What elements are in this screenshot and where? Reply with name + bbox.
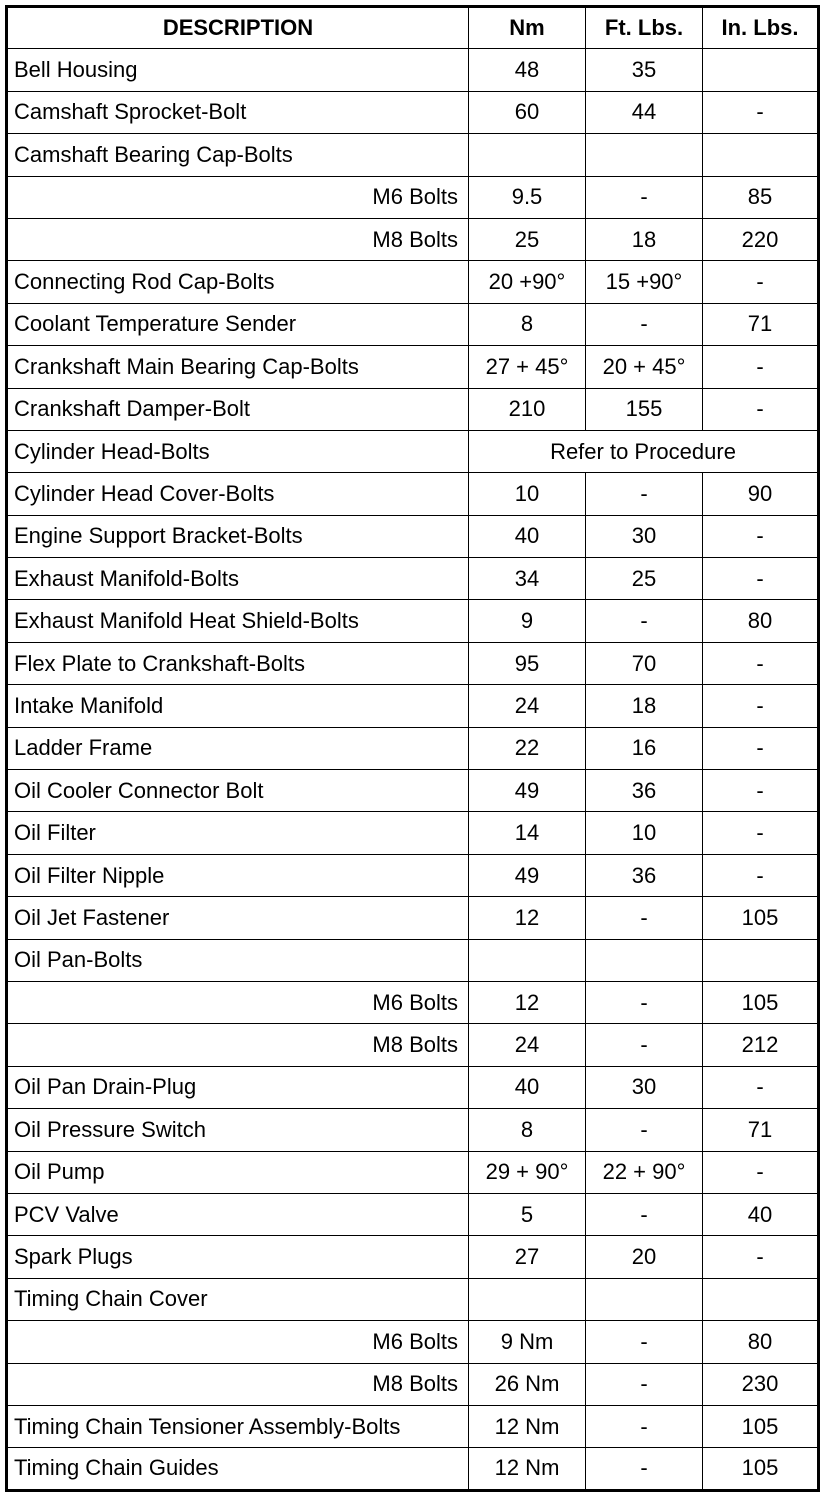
nm-cell: 20 +90° (469, 261, 586, 303)
ft-lbs-cell: 70 (586, 642, 703, 684)
table-row (7, 218, 819, 260)
ft-lbs-cell: 155 (586, 388, 703, 430)
in-lbs-cell: - (703, 515, 819, 557)
nm-cell: 34 (469, 558, 586, 600)
ft-lbs-cell: 20 + 45° (586, 346, 703, 388)
table-row (7, 1151, 819, 1193)
description-cell: M8 Bolts (7, 1363, 469, 1405)
table-row (7, 473, 819, 515)
torque-specification-table (5, 5, 820, 1492)
table-row (7, 600, 819, 642)
nm-cell: 14 (469, 812, 586, 854)
nm-cell: 49 (469, 770, 586, 812)
in-lbs-cell: 71 (703, 303, 819, 345)
in-lbs-cell: - (703, 854, 819, 896)
nm-cell: 27 + 45° (469, 346, 586, 388)
in-lbs-cell: - (703, 770, 819, 812)
nm-cell: 9 Nm (469, 1321, 586, 1363)
table-row (7, 134, 819, 176)
nm-cell (469, 134, 586, 176)
description-cell: Timing Chain Guides (7, 1448, 469, 1490)
in-lbs-cell: - (703, 558, 819, 600)
table-row (7, 812, 819, 854)
ft-lbs-cell: - (586, 176, 703, 218)
in-lbs-cell: - (703, 1236, 819, 1278)
table-row (7, 1066, 819, 1108)
table-row (7, 1278, 819, 1320)
in-lbs-cell: - (703, 261, 819, 303)
in-lbs-cell: - (703, 91, 819, 133)
in-lbs-cell (703, 134, 819, 176)
ft-lbs-cell: 25 (586, 558, 703, 600)
table-row (7, 303, 819, 345)
description-cell: Crankshaft Main Bearing Cap-Bolts (7, 346, 469, 388)
description-cell: Coolant Temperature Sender (7, 303, 469, 345)
procedure-note-cell: Refer to Procedure (469, 430, 819, 472)
table-row (7, 1236, 819, 1278)
ft-lbs-cell: 15 +90° (586, 261, 703, 303)
table-row (7, 346, 819, 388)
description-cell: Engine Support Bracket-Bolts (7, 515, 469, 557)
ft-lbs-cell (586, 1278, 703, 1320)
description-cell: Crankshaft Damper-Bolt (7, 388, 469, 430)
in-lbs-cell: 212 (703, 1024, 819, 1066)
in-lbs-cell: 80 (703, 600, 819, 642)
ft-lbs-cell: - (586, 1321, 703, 1363)
in-lbs-cell: - (703, 812, 819, 854)
ft-lbs-cell: 30 (586, 515, 703, 557)
description-cell: Bell Housing (7, 49, 469, 91)
in-lbs-cell: - (703, 1151, 819, 1193)
description-cell: M8 Bolts (7, 1024, 469, 1066)
description-cell: M6 Bolts (7, 1321, 469, 1363)
ft-lbs-cell: - (586, 1109, 703, 1151)
table-row (7, 685, 819, 727)
nm-cell: 25 (469, 218, 586, 260)
nm-cell: 10 (469, 473, 586, 515)
table-row (7, 1363, 819, 1405)
nm-cell: 22 (469, 727, 586, 769)
nm-cell: 9.5 (469, 176, 586, 218)
nm-cell: 26 Nm (469, 1363, 586, 1405)
description-cell: Oil Filter Nipple (7, 854, 469, 896)
table-row (7, 176, 819, 218)
header-in-lbs: In. Lbs. (703, 7, 819, 49)
table-row (7, 49, 819, 91)
ft-lbs-cell: - (586, 600, 703, 642)
nm-cell: 8 (469, 1109, 586, 1151)
table-row (7, 558, 819, 600)
nm-cell: 48 (469, 49, 586, 91)
table-body (7, 49, 819, 1490)
nm-cell: 8 (469, 303, 586, 345)
nm-cell: 9 (469, 600, 586, 642)
description-cell: Exhaust Manifold-Bolts (7, 558, 469, 600)
ft-lbs-cell: 20 (586, 1236, 703, 1278)
in-lbs-cell: - (703, 685, 819, 727)
nm-cell: 5 (469, 1193, 586, 1235)
table-row (7, 939, 819, 981)
ft-lbs-cell: 16 (586, 727, 703, 769)
table-row (7, 642, 819, 684)
ft-lbs-cell: - (586, 1448, 703, 1490)
nm-cell: 49 (469, 854, 586, 896)
table-row (7, 1109, 819, 1151)
ft-lbs-cell: 30 (586, 1066, 703, 1108)
description-cell: Cylinder Head-Bolts (7, 430, 469, 472)
description-cell: Camshaft Bearing Cap-Bolts (7, 134, 469, 176)
in-lbs-cell: 105 (703, 1405, 819, 1447)
in-lbs-cell: 90 (703, 473, 819, 515)
nm-cell: 24 (469, 1024, 586, 1066)
header-description: DESCRIPTION (7, 7, 469, 49)
table-row (7, 854, 819, 896)
nm-cell: 60 (469, 91, 586, 133)
in-lbs-cell (703, 1278, 819, 1320)
description-cell: Oil Pressure Switch (7, 1109, 469, 1151)
description-cell: Spark Plugs (7, 1236, 469, 1278)
description-cell: Oil Jet Fastener (7, 897, 469, 939)
ft-lbs-cell: 10 (586, 812, 703, 854)
ft-lbs-cell: 44 (586, 91, 703, 133)
ft-lbs-cell: 18 (586, 218, 703, 260)
in-lbs-cell: 80 (703, 1321, 819, 1363)
nm-cell: 40 (469, 515, 586, 557)
description-cell: Cylinder Head Cover-Bolts (7, 473, 469, 515)
ft-lbs-cell (586, 134, 703, 176)
table-row (7, 515, 819, 557)
table-row (7, 1024, 819, 1066)
description-cell: M6 Bolts (7, 981, 469, 1023)
description-cell: Connecting Rod Cap-Bolts (7, 261, 469, 303)
in-lbs-cell: - (703, 346, 819, 388)
table-row (7, 388, 819, 430)
in-lbs-cell: 105 (703, 1448, 819, 1490)
nm-cell (469, 939, 586, 981)
description-cell: Exhaust Manifold Heat Shield-Bolts (7, 600, 469, 642)
in-lbs-cell: 85 (703, 176, 819, 218)
ft-lbs-cell: - (586, 897, 703, 939)
in-lbs-cell: - (703, 727, 819, 769)
ft-lbs-cell: 22 + 90° (586, 1151, 703, 1193)
in-lbs-cell: - (703, 1066, 819, 1108)
ft-lbs-cell: - (586, 1405, 703, 1447)
description-cell: M6 Bolts (7, 176, 469, 218)
nm-cell: 12 Nm (469, 1405, 586, 1447)
description-cell: Oil Pan-Bolts (7, 939, 469, 981)
description-cell: Timing Chain Tensioner Assembly-Bolts (7, 1405, 469, 1447)
header-ft-lbs: Ft. Lbs. (586, 7, 703, 49)
nm-cell: 95 (469, 642, 586, 684)
description-cell: Timing Chain Cover (7, 1278, 469, 1320)
in-lbs-cell: 71 (703, 1109, 819, 1151)
nm-cell: 40 (469, 1066, 586, 1108)
table-row (7, 91, 819, 133)
in-lbs-cell (703, 939, 819, 981)
in-lbs-cell (703, 49, 819, 91)
description-cell: Intake Manifold (7, 685, 469, 727)
table-row (7, 261, 819, 303)
nm-cell: 12 Nm (469, 1448, 586, 1490)
table-row (7, 897, 819, 939)
table-row (7, 727, 819, 769)
nm-cell: 210 (469, 388, 586, 430)
ft-lbs-cell: - (586, 981, 703, 1023)
ft-lbs-cell (586, 939, 703, 981)
description-cell: M8 Bolts (7, 218, 469, 260)
ft-lbs-cell: - (586, 1024, 703, 1066)
in-lbs-cell: - (703, 388, 819, 430)
description-cell: Camshaft Sprocket-Bolt (7, 91, 469, 133)
nm-cell: 12 (469, 897, 586, 939)
in-lbs-cell: 40 (703, 1193, 819, 1235)
table-row (7, 1321, 819, 1363)
table-row (7, 1448, 819, 1490)
ft-lbs-cell: - (586, 1363, 703, 1405)
ft-lbs-cell: - (586, 1193, 703, 1235)
nm-cell: 29 + 90° (469, 1151, 586, 1193)
description-cell: Oil Filter (7, 812, 469, 854)
table-row (7, 981, 819, 1023)
in-lbs-cell: 220 (703, 218, 819, 260)
nm-cell: 12 (469, 981, 586, 1023)
description-cell: Oil Pump (7, 1151, 469, 1193)
description-cell: Flex Plate to Crankshaft-Bolts (7, 642, 469, 684)
ft-lbs-cell: 18 (586, 685, 703, 727)
ft-lbs-cell: 36 (586, 854, 703, 896)
nm-cell (469, 1278, 586, 1320)
table-row (7, 430, 819, 472)
nm-cell: 27 (469, 1236, 586, 1278)
in-lbs-cell: 105 (703, 981, 819, 1023)
table-row (7, 770, 819, 812)
ft-lbs-cell: 36 (586, 770, 703, 812)
header-nm: Nm (469, 7, 586, 49)
in-lbs-cell: 230 (703, 1363, 819, 1405)
ft-lbs-cell: 35 (586, 49, 703, 91)
in-lbs-cell: - (703, 642, 819, 684)
table-row (7, 1405, 819, 1447)
description-cell: Oil Cooler Connector Bolt (7, 770, 469, 812)
in-lbs-cell: 105 (703, 897, 819, 939)
ft-lbs-cell: - (586, 473, 703, 515)
header-row (7, 7, 819, 49)
description-cell: Ladder Frame (7, 727, 469, 769)
description-cell: PCV Valve (7, 1193, 469, 1235)
ft-lbs-cell: - (586, 303, 703, 345)
nm-cell: 24 (469, 685, 586, 727)
table-row (7, 1193, 819, 1235)
description-cell: Oil Pan Drain-Plug (7, 1066, 469, 1108)
